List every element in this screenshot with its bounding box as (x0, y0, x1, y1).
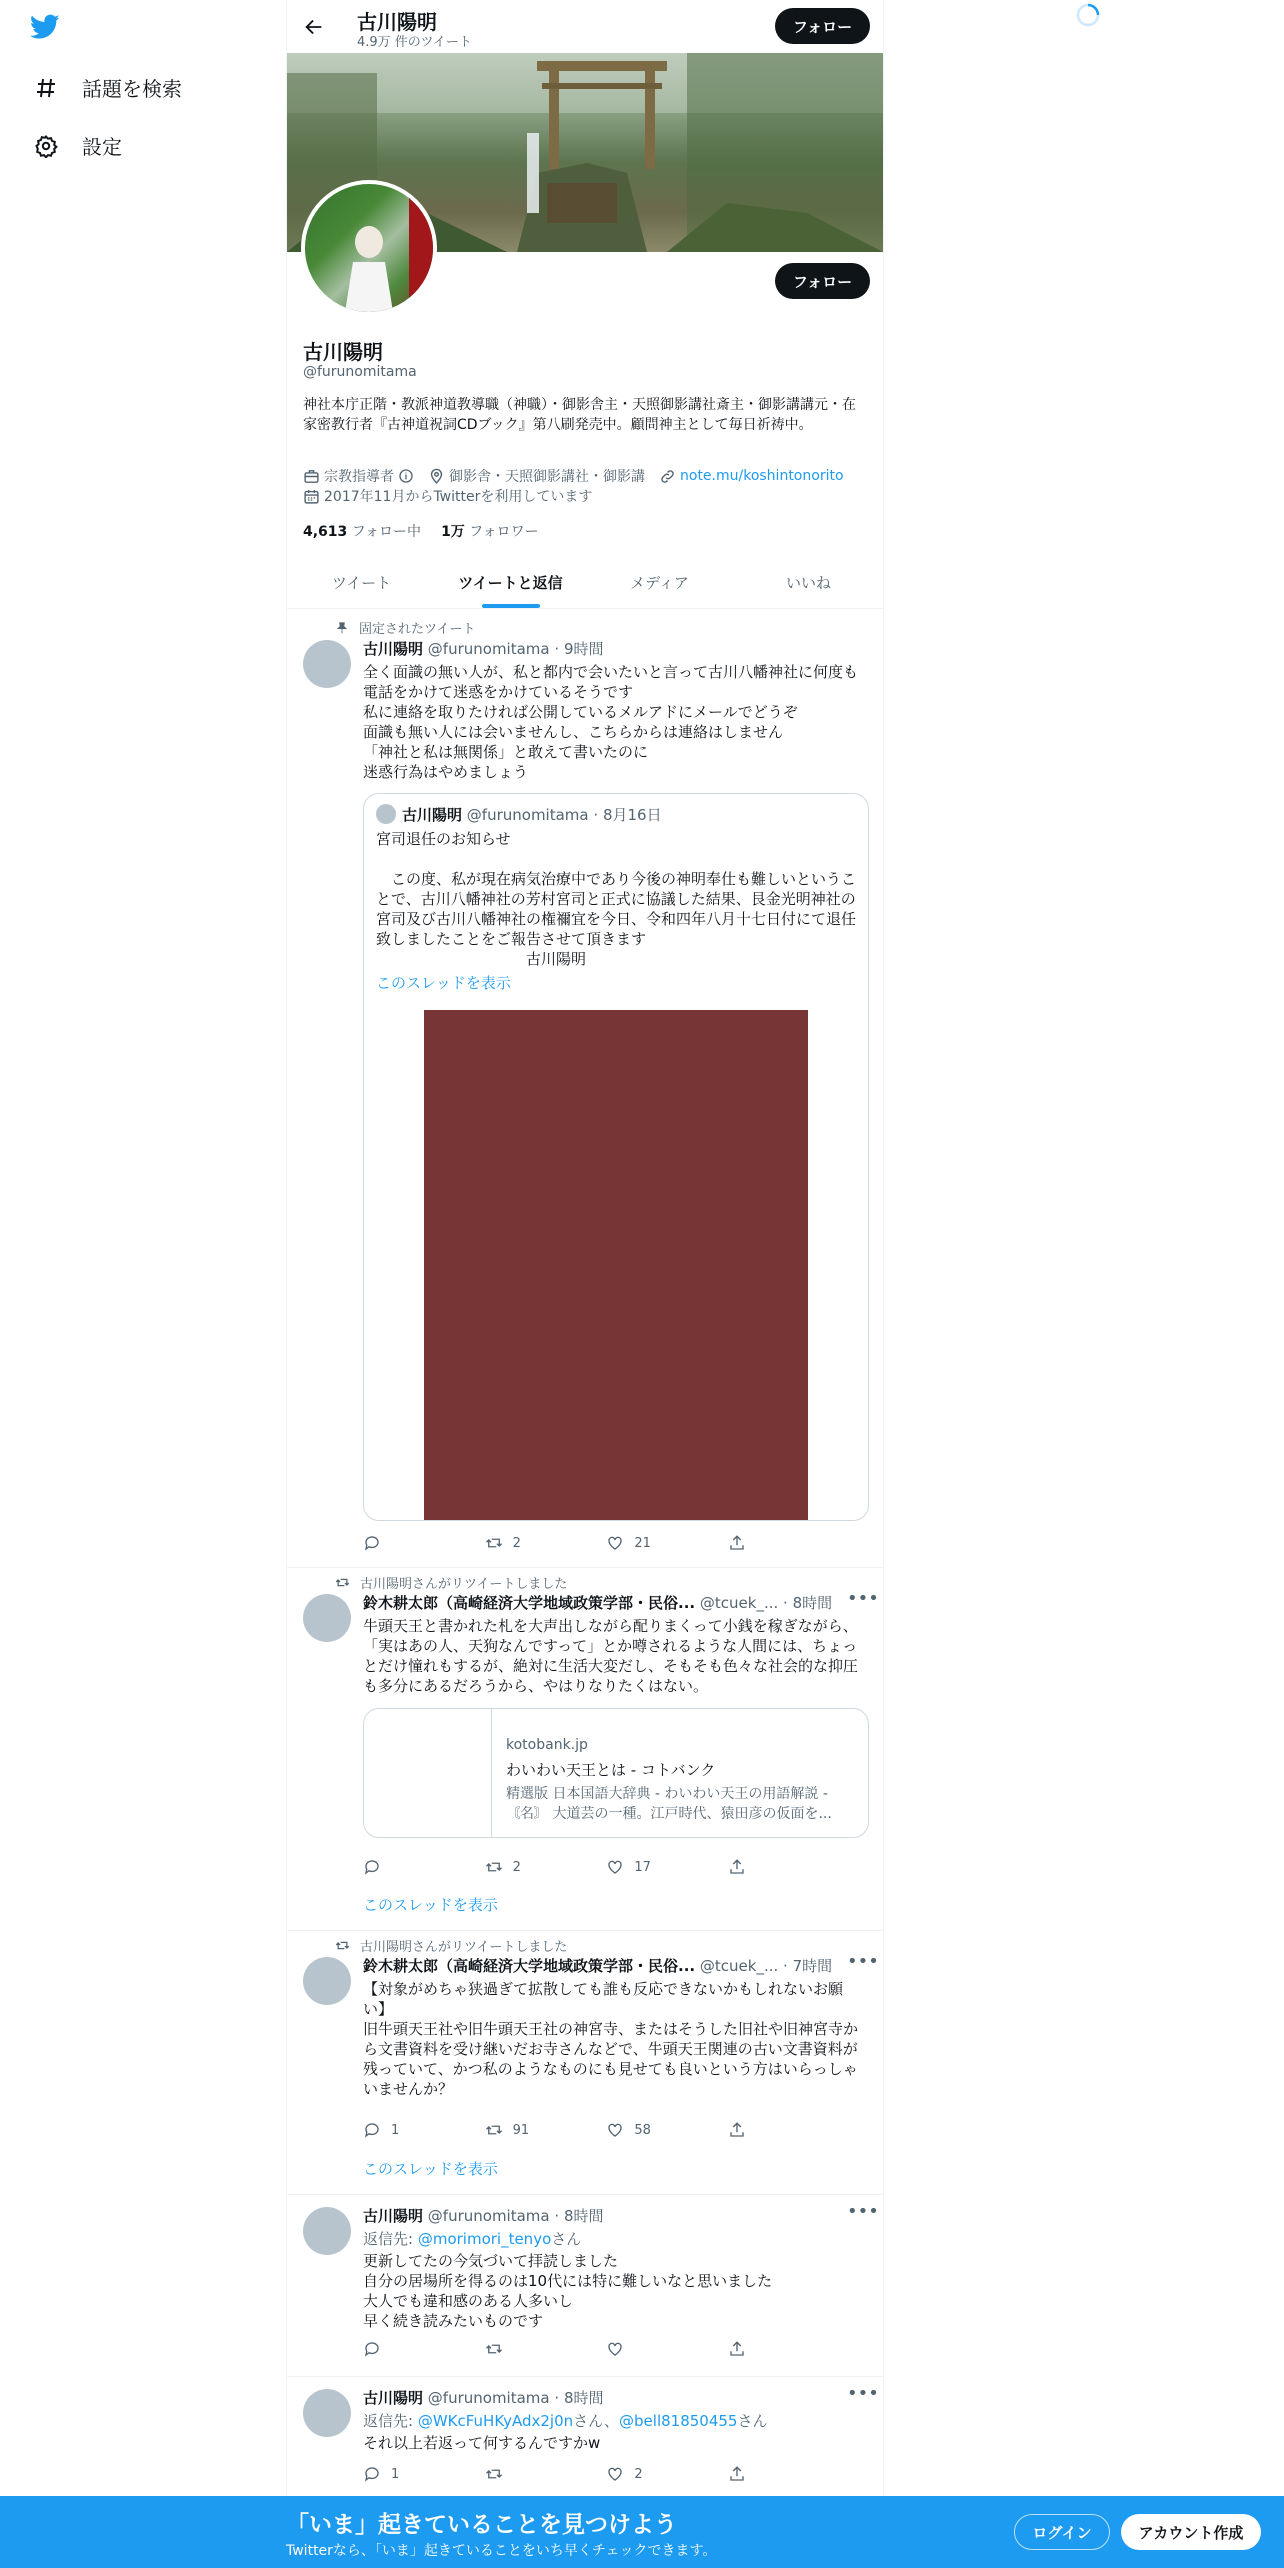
tweet-time[interactable]: 9時間 (563, 640, 604, 658)
tweet-author-name[interactable]: 古川陽明 (363, 640, 424, 658)
loading-spinner-icon (1075, 2, 1101, 32)
quote-line: この度、私が現在病気治療中であり今後の神明奉仕も難しいというこ (376, 870, 857, 888)
reply-to-suffix: さん (551, 2230, 582, 2248)
briefcase-icon (303, 468, 320, 485)
quote-show-thread-link[interactable]: このスレッドを表示 (376, 974, 511, 992)
profile-tabs (287, 556, 883, 609)
more-options-icon[interactable]: ••• (847, 1588, 879, 1609)
website-link[interactable]: note.mu/koshintonorito (680, 468, 844, 484)
retweet-count: 2 (512, 1859, 521, 1875)
reply-to-prefix: 返信先: (363, 2230, 418, 2248)
tweet-line: 電話をかけて迷惑をかけているそうです (363, 683, 634, 701)
reply-to-handle[interactable]: @morimori_tenyo (417, 2230, 552, 2248)
tweet-author-handle: @furunomitama (427, 640, 550, 658)
profile-name: 古川陽明 (303, 340, 383, 364)
reply-button[interactable] (363, 2465, 423, 2483)
reply-to-handle[interactable]: @bell81850455 (619, 2412, 738, 2430)
tweet-pinned[interactable] (287, 610, 883, 1567)
following-count: 4,613 (303, 524, 348, 540)
reply-count: 1 (391, 2466, 400, 2482)
following-label: フォロー中 (351, 524, 422, 540)
tweet-author-handle: @tcuek_... (699, 1957, 779, 1975)
show-thread-link[interactable]: このスレッドを表示 (363, 1896, 498, 1914)
heart-icon (606, 2340, 624, 2358)
header-tweet-count: 4.9万 件のツイート (357, 35, 472, 50)
profile-handle: @furunomitama (303, 364, 417, 380)
tweet-avatar[interactable] (303, 2389, 351, 2437)
tweet-line: 残っていて、かつ私のようなものにも見せても良いという方はいらっしゃ (363, 2060, 858, 2078)
like-button[interactable] (606, 1858, 666, 1876)
tweet-line: 面識も無い人には会いませんし、こちらからは連絡はしません (363, 723, 784, 741)
tab-tweets[interactable]: ツイート (331, 573, 392, 592)
quote-time: 8月16日 (602, 806, 662, 824)
nav-settings[interactable] (34, 131, 122, 160)
retweet-button[interactable] (485, 2121, 545, 2139)
quote-image[interactable] (424, 1010, 808, 1521)
link-icon (659, 468, 676, 485)
tweet-actions (363, 2340, 788, 2358)
retweet-button[interactable] (485, 1534, 545, 1552)
tweet-line: 「神社と私は無関係」と敢えて書いたのに (363, 743, 649, 761)
quote-title: 宮司退任のお知らせ (376, 830, 511, 848)
share-icon (728, 1858, 746, 1876)
quote-line: 古川陽明 (376, 950, 587, 968)
retweet-icon (485, 1534, 503, 1552)
tweet-time[interactable]: 7時間 (792, 1957, 833, 1975)
twitter-bird-icon[interactable] (30, 14, 60, 44)
retweet-count: 2 (512, 1535, 521, 1551)
profile-location (428, 466, 645, 486)
category-text: 宗教指導者 (324, 469, 394, 485)
tweet-line: も多分にあるだろうから、やはりなりたくはない。 (363, 1677, 709, 1695)
quote-tweet[interactable] (363, 793, 869, 1521)
back-arrow-icon[interactable] (303, 16, 325, 42)
retweet-icon (335, 1938, 350, 1953)
signup-button[interactable]: アカウント作成 (1121, 2514, 1261, 2550)
tweet-line: とだけ憧れもするが、絶対に生活大変だし、そもそも色々な社会的な抑圧 (363, 1657, 859, 1675)
like-count: 2 (634, 2466, 643, 2482)
share-icon (728, 2465, 746, 2483)
tweet-body (363, 1979, 873, 2099)
like-count: 17 (634, 1859, 651, 1875)
like-count: 21 (634, 1535, 651, 1551)
reply-to-line (363, 2410, 767, 2431)
tweet-line: 大人でも違和感のある人多いし (363, 2292, 574, 2310)
header-name: 古川陽明 (357, 10, 437, 34)
tweet-actions (363, 1534, 788, 1552)
tweet-body (363, 1616, 873, 1696)
quote-avatar (376, 804, 396, 824)
link-card-domain: kotobank.jp (506, 1737, 588, 1753)
bottom-bar-title: 「いま」起きていることを見つけよう (286, 2512, 677, 2538)
like-button[interactable] (606, 2340, 666, 2358)
reply-to-handle[interactable]: @WKcFuHKyAdx2j0n (417, 2412, 574, 2430)
quote-body (376, 829, 860, 993)
share-button[interactable] (728, 1534, 788, 1552)
link-card-thumbnail (364, 1709, 492, 1837)
like-count: 58 (634, 2122, 651, 2138)
quote-author-name: 古川陽明 (402, 806, 463, 824)
retweet-button[interactable] (485, 2340, 545, 2358)
retweet-count: 91 (512, 2122, 530, 2138)
following-link[interactable] (303, 521, 421, 541)
link-card-desc: 〘名〙 大道芸の一種。江戸時代、猿田彦の仮面を... (506, 1806, 832, 1822)
tweet-avatar[interactable] (303, 2207, 351, 2255)
link-card[interactable] (363, 1708, 869, 1838)
tab-likes[interactable]: いいね (785, 573, 831, 592)
tweet-time[interactable]: 8時間 (563, 2389, 604, 2407)
profile-follow-button[interactable]: フォロー (775, 263, 870, 299)
main-column (286, 0, 884, 2568)
tweet-header: 鈴木耕太郎（高崎経済大学地域政策学部・民俗... @tcuek_... · 7時間 (363, 1957, 833, 1975)
tweet-line: いませんか？ (363, 2080, 454, 2098)
more-options-icon[interactable]: ••• (847, 2201, 879, 2222)
tweet-line: 自分の居場所を得るのは10代には特に難しいなと思いました (363, 2272, 773, 2290)
heart-icon (606, 1858, 624, 1876)
tweet-body (363, 2433, 873, 2453)
reply-icon (363, 1534, 381, 1552)
tweet-retweet-1[interactable] (287, 1568, 883, 1930)
retweet-icon (335, 1575, 350, 1590)
tweet-avatar[interactable] (303, 1594, 351, 1642)
link-card-desc: 精選版 日本国語大辞典 - わいわい天王の用語解説 - (506, 1786, 828, 1802)
share-icon (728, 2340, 746, 2358)
login-button[interactable]: ログイン (1014, 2514, 1110, 2550)
reply-icon (363, 1858, 381, 1876)
joined-text: 2017年11月からTwitterを利用しています (324, 489, 593, 505)
retweet-icon (485, 2121, 503, 2139)
info-icon[interactable] (398, 468, 414, 484)
nav-explore[interactable] (34, 73, 182, 102)
quote-line: 致しましたことをご報告させて頂きます (376, 930, 647, 948)
nav-settings-label: 設定 (82, 135, 122, 159)
tweet-author-name[interactable]: 鈴木耕太郎（高崎経済大学地域政策学部・民俗... (363, 1957, 696, 1975)
share-button[interactable] (728, 2465, 788, 2483)
tab-media[interactable]: メディア (630, 573, 689, 592)
profile-bio: 神社本庁正階・教派神道教導職（神職）・御影舎主・天照御影講社斎主・御影講講元・在家密教行者『古神道祝詞CDブック』第八刷発売中。顧問神主として毎日祈祷中。 (303, 397, 856, 433)
tweet-header: 古川陽明 @furunomitama · 9時間 (363, 640, 604, 658)
pinned-label: 固定されたツイート (359, 622, 476, 637)
tweet-context (335, 618, 475, 637)
location-pin-icon (428, 468, 445, 485)
retweeted-label: 古川陽明さんがリツイートしました (360, 1577, 568, 1592)
tweet-avatar[interactable] (303, 640, 351, 688)
pin-icon (335, 621, 349, 635)
profile-website (659, 468, 844, 485)
quote-header: 古川陽明 @furunomitama · 8月16日 (402, 806, 662, 824)
show-thread-link[interactable]: このスレッドを表示 (363, 2160, 498, 2178)
tweet-reply-2[interactable] (287, 2377, 883, 2496)
tweet-header: 古川陽明 @furunomitama · 8時間 (363, 2389, 604, 2407)
followers-count: 1万 (441, 524, 465, 540)
tweet-body (363, 2251, 873, 2331)
tweet-line: 早く続き読みたいものです (363, 2312, 544, 2330)
followers-link[interactable] (441, 521, 539, 541)
share-button[interactable] (728, 2340, 788, 2358)
like-button[interactable] (606, 1534, 666, 1552)
tweet-retweet-2[interactable] (287, 1931, 883, 2194)
tweet-header: 鈴木耕太郎（高崎経済大学地域政策学部・民俗... @tcuek_... · 8時間 (363, 1594, 833, 1612)
retweet-icon (485, 2465, 503, 2483)
tweet-line: 全く面識の無い人が、私と都内で会いたいと言って古川八幡神社に何度も (363, 663, 859, 681)
tweet-line: ら文書資料を受け継いだお寺さんなどで、牛頭天王関連の古い文書資料が (363, 2040, 858, 2058)
signup-bottom-bar (0, 2496, 1284, 2568)
retweet-icon (485, 1858, 503, 1876)
tweet-context (335, 1573, 567, 1592)
tweet-time[interactable]: 8時間 (792, 1594, 833, 1612)
share-button[interactable] (728, 1858, 788, 1876)
retweet-icon (485, 2340, 503, 2358)
tweet-line: い】 (363, 2000, 394, 2018)
heart-icon (606, 1534, 624, 1552)
profile-stats (303, 521, 539, 541)
share-button[interactable] (728, 2121, 788, 2139)
tweet-line: 「実はあの人、天狗なんですって」とか噂されるような人間には、ちょっ (363, 1637, 858, 1655)
tweet-avatar[interactable] (303, 1957, 351, 2005)
reply-to-line (363, 2228, 581, 2249)
reply-button[interactable] (363, 2340, 423, 2358)
tweet-time[interactable]: 8時間 (563, 2207, 604, 2225)
tweet-author-handle: @tcuek_... (699, 1594, 779, 1612)
reply-to-separator: さん、 (573, 2412, 620, 2430)
reply-icon (363, 2465, 381, 2483)
tweet-author-name[interactable]: 古川陽明 (363, 2207, 424, 2225)
tweet-line: 【対象がめちゃ狭過ぎて拡散しても誰も反応できないかもしれないお願 (363, 1980, 844, 1998)
tweet-line: 更新してたの今気づいて拝読しました (363, 2252, 619, 2270)
profile-joined (303, 486, 592, 506)
profile-category (303, 466, 414, 486)
retweeted-label: 古川陽明さんがリツイートしました (360, 1940, 568, 1955)
tweet-actions (363, 2465, 788, 2483)
quote-line: とで、古川八幡神社の芳村宮司と正式に協議した結果、艮金光明神社の (376, 890, 856, 908)
bottom-bar-subtitle: Twitterなら、「いま」起きていることをいち早くチェックできます。 (286, 2543, 717, 2559)
tab-tweets-replies[interactable]: ツイートと返信 (436, 556, 585, 608)
tweet-line: 牛頭天王と書かれた札を大声出しながら配りまくって小銭を稼ぎながら、 (363, 1617, 858, 1635)
reply-to-prefix: 返信先: (363, 2412, 418, 2430)
tweet-body (363, 662, 873, 782)
reply-button[interactable] (363, 1534, 423, 1552)
calendar-icon (303, 488, 320, 505)
tweet-actions (363, 1858, 788, 1876)
hashtag-icon (34, 76, 58, 100)
tweet-author-handle: @furunomitama (427, 2389, 550, 2407)
tweet-header: 古川陽明 @furunomitama · 8時間 (363, 2207, 604, 2225)
gear-icon (34, 134, 58, 158)
share-icon (728, 2121, 746, 2139)
like-button[interactable] (606, 2121, 666, 2139)
tweet-line: 旧牛頭天王社や旧牛頭天王社の神宮寺、またはそうした旧社や旧神宮寺か (363, 2020, 859, 2038)
quote-line: 宮司及び古川八幡神社の権禰宜を今日、令和四年八月十七日付にて退任 (376, 910, 857, 928)
tweet-actions (363, 2121, 788, 2139)
reply-icon (363, 2340, 381, 2358)
header-follow-button[interactable]: フォロー (775, 8, 870, 44)
heart-icon (606, 2121, 624, 2139)
profile-meta-row (303, 466, 869, 486)
heart-icon (606, 2465, 624, 2483)
profile-header (287, 0, 883, 53)
tweet-line: 迷惑行為はやめましょう (363, 763, 529, 781)
like-button[interactable] (606, 2465, 666, 2483)
tweet-line: それ以上若返って何するんですかw (363, 2434, 601, 2452)
more-options-icon[interactable]: ••• (847, 1951, 879, 1972)
link-card-title: わいわい天王とは - コトバンク (506, 1761, 716, 1779)
tweet-author-name[interactable]: 鈴木耕太郎（高崎経済大学地域政策学部・民俗... (363, 1594, 696, 1612)
followers-label: フォロワー (469, 524, 539, 540)
tweet-line: 私に連絡を取りたければ公開しているメルアドにメールでどうぞ (363, 703, 798, 721)
share-icon (728, 1534, 746, 1552)
location-text: 御影舎・天照御影講社・御影講 (449, 469, 645, 485)
retweet-button[interactable] (485, 2465, 545, 2483)
tweet-context (335, 1936, 567, 1955)
tweet-author-handle: @furunomitama (427, 2207, 550, 2225)
profile-avatar[interactable] (301, 180, 437, 316)
nav-explore-label: 話題を検索 (82, 77, 182, 101)
reply-button[interactable] (363, 1858, 423, 1876)
tweet-reply-1[interactable] (287, 2195, 883, 2375)
reply-count: 1 (391, 2122, 400, 2138)
reply-button[interactable] (363, 2121, 423, 2139)
quote-author-handle: @furunomitama (466, 806, 589, 824)
reply-icon (363, 2121, 381, 2139)
more-options-icon[interactable]: ••• (847, 2383, 879, 2404)
retweet-button[interactable] (485, 1858, 545, 1876)
tweet-author-name[interactable]: 古川陽明 (363, 2389, 424, 2407)
reply-to-suffix: さん (737, 2412, 768, 2430)
